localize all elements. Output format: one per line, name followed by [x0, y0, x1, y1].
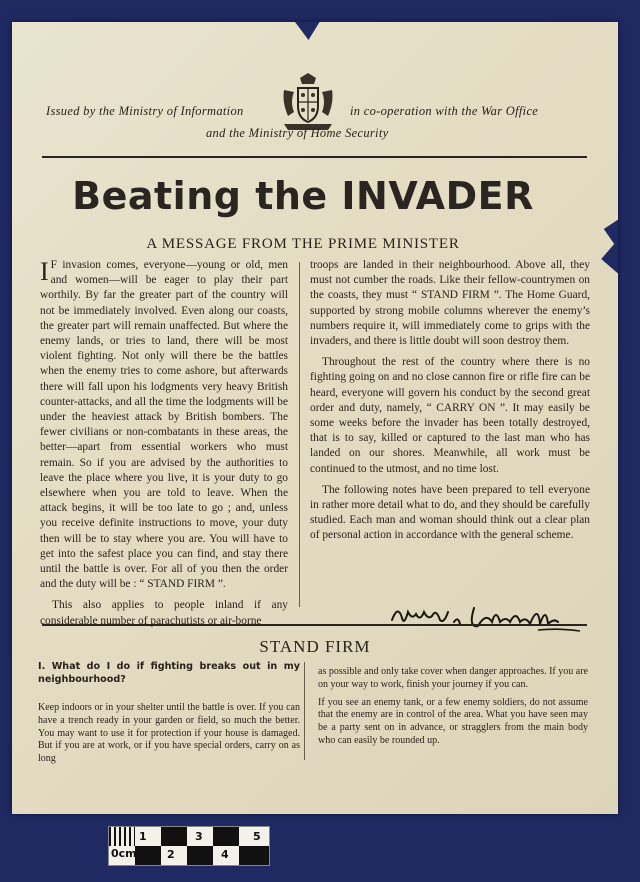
issued-by-left: Issued by the Ministry of Information: [46, 104, 244, 118]
answer-1-part-1: Keep indoors or in your shelter until the battle is over. If you can have a trench ready in your garden or field, so much the better. You may want to use it for protection if your house is damaged. But if you are at work, or if you have special orders, carry on as long: [38, 702, 300, 765]
message-paragraph-5: The following notes have been prepared to tell everyone in rather more detail what to do, and they should be carefully studied. Each man and woman should think out a clear plan of personal action in accordance with the general scheme.: [310, 483, 590, 542]
question-1: I. What do I do if fighting breaks out in my neighbourhood?: [38, 661, 300, 685]
stand-firm-divider: [304, 662, 305, 760]
answer-1-part-3: If you see an enemy tank, or a few enemy soldiers, do not assume that the enemy are in control of the area. What you have seen may be a party sent on in advance, or stragglers from the main body who can easily be rounded up.: [318, 696, 588, 746]
page-title: Beating the INVADER: [72, 174, 534, 218]
message-subtitle: A MESSAGE FROM THE PRIME MINISTER: [146, 236, 460, 252]
column-divider: [299, 262, 300, 607]
message-paragraph-1: I F invasion comes, everyone—young or old, men and women—will be eager to play their part worthily. By far the greater part of the country will not be immediately involved. Even along our coasts, the greater part will remain unaffected. But where the enemy lands, or tries to land, there will be most violent fighting. Not only will there be the battles when the enemy tries to come ashore, but afterwards there will fall upon his lodgments very heavy British counter-attacks, and all the time the lodgments will be under the heaviest attack by British bombers. The fewer civilians or non-combatants in these areas, the better—apart from essential workers who must remain. So if you are advised by the authorities to leave the place where you live, it is your duty to go elsewhere when you are told to leave. When the attack begins, it will be too late to go ; and, unless you receive definite instructions to move, your duty then will be to stay where you are. You will have to get into the safest place you can find, and stay there until the battle is over. For all of you then the order and the duty will be : “ STAND FIRM ”.: [40, 257, 288, 591]
scale-seg: [239, 846, 269, 865]
header-rule: [42, 156, 587, 158]
stand-firm-left-column: [38, 660, 300, 771]
scale-mark-3: 3: [195, 830, 203, 843]
issued-by-line2: and the Ministry of Home Security: [206, 126, 389, 140]
message-paragraph-3: troops are landed in their neighbourhood. Above all, they must not cumber the roads. Like their fellow-countrymen on the coasts, they must “ STAND FIRM ”. The Home Guard, supported by strong mobile columns wherever the enemy’s numbers require it, will immediately come to grips with the invaders, and there is little doubt will soon destroy them.: [310, 259, 590, 348]
stand-firm-right-column: [318, 666, 588, 753]
scale-mark-1: 1: [139, 830, 147, 843]
stand-firm-heading: STAND FIRM: [259, 637, 371, 656]
scale-seg: [213, 827, 239, 846]
scale-seg: [161, 827, 187, 846]
scale-mark-4: 4: [221, 848, 229, 861]
scale-seg: [187, 846, 213, 865]
scale-mark-2: 2: [167, 848, 175, 861]
scale-mm-ticks: [109, 827, 135, 846]
message-left-column: [40, 258, 288, 635]
scale-mark-5: 5: [253, 830, 261, 843]
scale-seg: [135, 846, 161, 865]
message-paragraph-2: This also applies to people inland if any considerable number of parachutists or air-borne: [40, 599, 288, 627]
scale-bar: [108, 826, 270, 866]
paper-tear-top: [292, 22, 322, 40]
leaflet-page: [12, 22, 618, 814]
issued-by-right: in co-operation with the War Office: [350, 104, 539, 118]
royal-coat-of-arms-icon: [278, 72, 338, 134]
churchill-signature-icon: [388, 598, 588, 634]
section-rule: [42, 624, 587, 626]
scale-unit-label: 0cm: [111, 847, 137, 860]
answer-1-part-2: as possible and only take cover when danger approaches. If you are on your way to work, finish your journey if you can.: [318, 666, 588, 690]
drop-cap: I: [40, 257, 49, 286]
message-right-column: [310, 258, 590, 550]
message-paragraph-4: Throughout the rest of the country where there is no fighting going on and no close cannon fire or rifle fire can be heard, everyone will govern his conduct by the second great order and duty, namely, “ CARRY ON ”. It may easily be some weeks before the invader has been totally destroyed, that is to say, killed or captured to the last man who has landed on our shores. Meanwhile, all work must be continued to the utmost, and no time lost.: [310, 356, 590, 475]
